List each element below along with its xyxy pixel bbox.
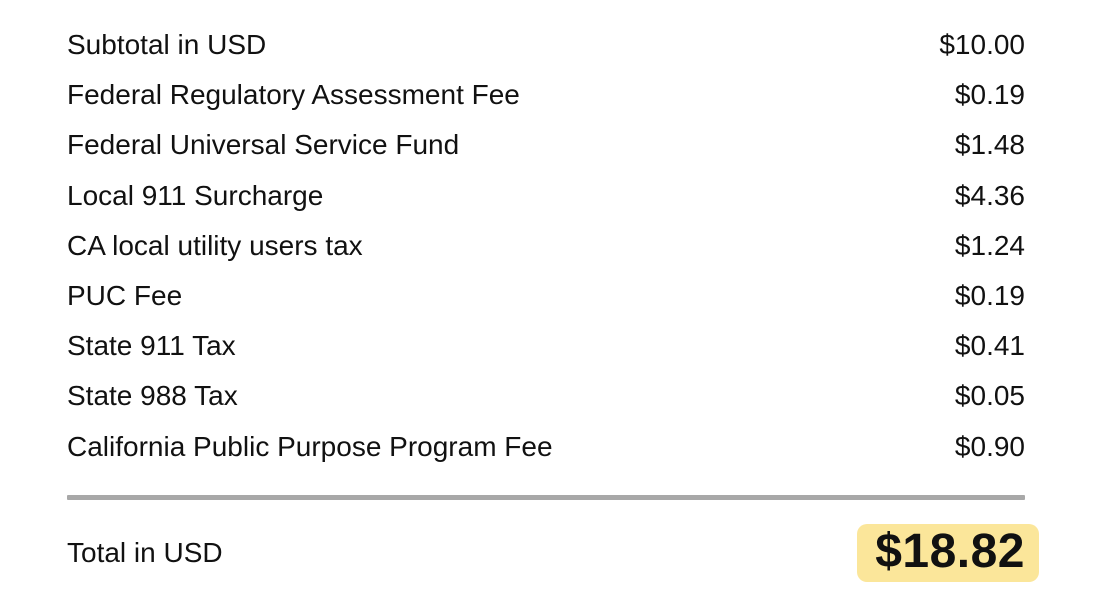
line-item-state-988 bbox=[67, 371, 1025, 421]
line-item-local-911 bbox=[67, 171, 1025, 221]
line-item-label: Subtotal in USD bbox=[67, 29, 267, 61]
total-divider bbox=[67, 495, 1025, 500]
total-label: Total in USD bbox=[67, 536, 223, 568]
total-amount: $18.82 bbox=[857, 524, 1039, 582]
line-item-label: PUC Fee bbox=[67, 280, 183, 312]
line-item-amount: $0.19 bbox=[954, 79, 1025, 111]
line-item-federal-regulatory-fee bbox=[67, 70, 1025, 120]
line-item-amount: $1.24 bbox=[954, 229, 1025, 261]
line-item-federal-usf bbox=[67, 120, 1025, 170]
line-item-label: California Public Purpose Program Fee bbox=[67, 430, 553, 462]
line-item-amount: $0.41 bbox=[954, 330, 1025, 362]
line-item-puc-fee bbox=[67, 271, 1025, 321]
receipt-summary bbox=[67, 20, 1025, 581]
line-item-ca-utility-tax bbox=[67, 221, 1025, 271]
line-item-amount: $0.90 bbox=[954, 430, 1025, 462]
line-item-label: CA local utility users tax bbox=[67, 229, 363, 261]
line-item-label: State 988 Tax bbox=[67, 380, 238, 412]
line-item-amount: $0.19 bbox=[954, 280, 1025, 312]
line-item-label: Local 911 Surcharge bbox=[67, 179, 324, 211]
total-row bbox=[67, 525, 1025, 581]
line-item-label: State 911 Tax bbox=[67, 330, 236, 362]
line-item-amount: $0.05 bbox=[954, 380, 1025, 412]
line-item-label: Federal Universal Service Fund bbox=[67, 129, 460, 161]
line-item-label: Federal Regulatory Assessment Fee bbox=[67, 79, 520, 111]
line-item-amount: $1.48 bbox=[954, 129, 1025, 161]
line-item-amount: $4.36 bbox=[954, 179, 1025, 211]
line-item-state-911 bbox=[67, 321, 1025, 371]
line-item-amount: $10.00 bbox=[939, 29, 1025, 61]
line-item-ca-public-purpose bbox=[67, 422, 1025, 472]
line-item-subtotal bbox=[67, 20, 1025, 70]
